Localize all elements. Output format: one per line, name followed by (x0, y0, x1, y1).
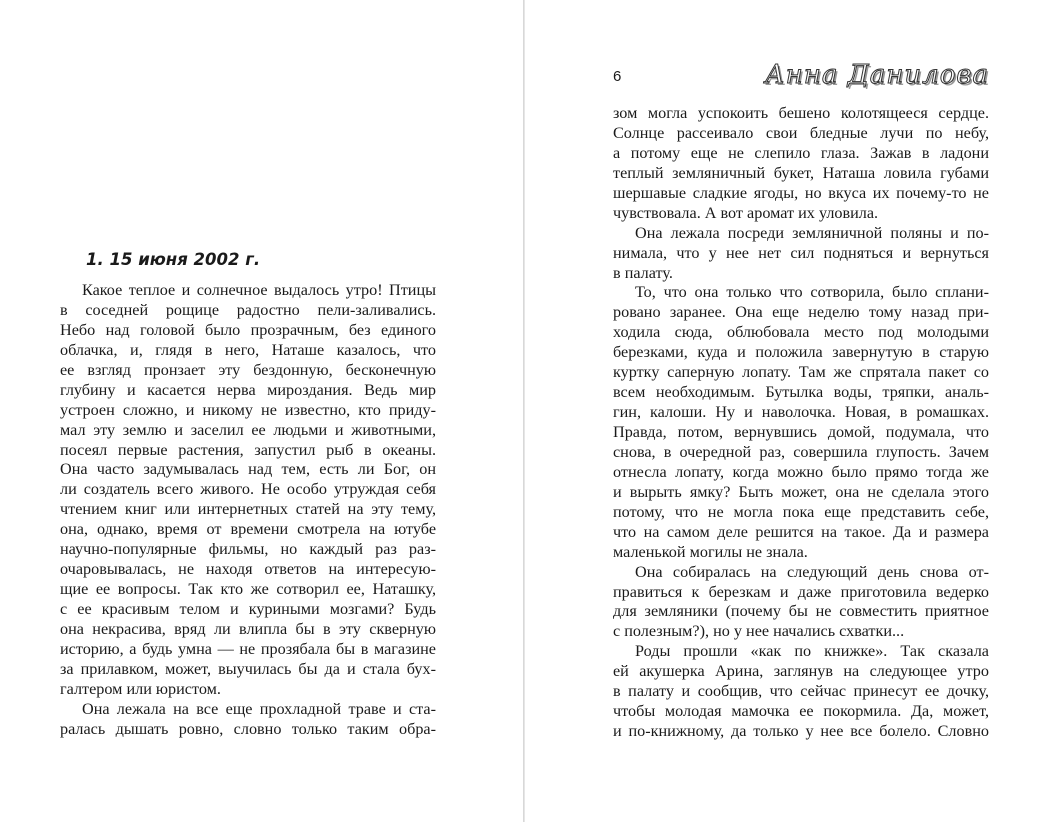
right-page-body (613, 104, 989, 742)
text-line: облачка, и, глядя в него, Наташе казалось, что (60, 340, 436, 359)
paragraph (613, 104, 989, 224)
text-line: с полезным?), но у нее начались схватки... (613, 622, 905, 641)
text-line: посеял первые растения, запустил рыб в океаны. (60, 440, 436, 459)
text-line: куртку саперную лопату. Там же спрятала пакет со (613, 363, 989, 382)
text-line: в палату. (613, 263, 673, 282)
text-line: ей акушерка Арина, заглянув на следующее утро (613, 662, 989, 681)
text-line: правиться к березкам и даже приготовила ведерко (613, 582, 989, 601)
text-line: историю, а будь умна — не прозябала бы в магазине (60, 639, 436, 658)
text-line: глубину и касается нерва мироздания. Ведь мир (60, 380, 436, 399)
text-line: научно-популярные фильмы, но каждый раз раз- (60, 540, 436, 559)
text-line: галтером или юристом. (60, 679, 221, 698)
text-line: в соседней рощице радостно пели-заливались. (60, 300, 436, 319)
text-line: Она собиралась на следующий день снова от- (635, 562, 989, 581)
text-line: она, однако, время от времени смотрела на ютубе (60, 520, 436, 539)
text-line: Небо над головой было прозрачным, без единого (60, 320, 436, 339)
text-line: отнесла лопату, когда можно было прямо тогда же (613, 462, 989, 481)
right-page (524, 0, 1048, 822)
text-line: ли создатель всего живого. Не особо утруждая себя (60, 480, 436, 499)
text-line: Правда, потом, вернувшись домой, подумала, что (613, 423, 989, 441)
text-line: Она часто задумывалась над тем, есть ли Бог, он (60, 460, 436, 479)
text-line: березками, куда и положила завернутую в старую (613, 343, 989, 362)
text-line: Роды прошли «как по книжке». Так сказала (635, 642, 989, 661)
paragraph (613, 642, 989, 742)
text-line: чувствовала. А вот аромат их уловила. (613, 203, 879, 222)
left-page-body (60, 281, 436, 740)
text-line: теплый земляничный букет, Наташа ловила губами (613, 163, 989, 182)
text-line: гин, калоши. Ну и наволочка. Новая, в ромашках. (613, 403, 989, 422)
text-line: чтением книг или интернетных статей на эту тему, (60, 500, 436, 519)
paragraph (613, 563, 989, 643)
page-number: 6 (613, 68, 622, 85)
text-line: снова, в очередной раз, совершила глупость. Зачем (613, 442, 989, 461)
text-line: и вырыть ямку? Быть может, она не сделала этого (613, 482, 989, 501)
text-line: шершавые сладкие ягоды, но вкуса их почему-то не (613, 183, 989, 202)
text-line: нимала, что у нее нет сил подняться и вернуться (613, 243, 989, 262)
text-line: Она лежала посреди земляничной поляны и по- (635, 223, 989, 242)
text-line: ее взгляд пронзает эту бездонную, бесконечную (60, 360, 436, 379)
paragraph (613, 283, 989, 562)
text-line: очаровывалась, не находя ответов на интересую- (60, 560, 436, 579)
text-line: для земляники (почему бы не совместить приятное (613, 602, 989, 621)
text-line: и по-книжному, да только у нее все болело. Словно (613, 722, 989, 741)
text-line: Она лежала на все еще прохладной траве и ста- (82, 699, 436, 718)
text-line: Солнце рассеивало свои бледные лучи по небу, (613, 123, 989, 142)
text-line: маленькой могилы не знала. (613, 542, 808, 561)
text-line: То, что она только что сотворила, было сплани- (635, 283, 989, 302)
text-line: зом могла успокоить бешено колотящееся сердце. (613, 104, 989, 122)
text-line: с ее красивым телом и куриными мозгами? Будь (60, 600, 436, 618)
paragraph (60, 281, 436, 700)
text-line: Какое теплое и солнечное выдалось утро! Птицы (82, 281, 436, 299)
chapter-title: 1. 15 июня 2002 г. (86, 250, 261, 269)
text-line: всем необходимым. Бутылка воды, тряпки, аналь- (613, 383, 989, 402)
text-line: мал эту землю и заселил ее людьми и животными, (60, 420, 436, 439)
text-line: устроен сложно, и никому не известно, кто приду- (60, 400, 436, 419)
text-line: в палату и сообщив, что сейчас принесут ее дочку, (613, 682, 989, 701)
text-line: а потому еще не слепило глаза. Зажав в ладони (613, 143, 989, 162)
text-line: что на самом деле решится на такое. Да и размера (613, 522, 989, 541)
text-line: за прилавком, может, выучилась бы да и стала бух- (60, 659, 436, 678)
text-line: ходила сюда, облюбовала место под молодыми (613, 323, 989, 342)
paragraph (613, 224, 989, 284)
text-line: чтобы молодая мамочка ее покормила. Да, может, (613, 702, 989, 721)
text-line: ровано заранее. Она еще неделю тому назад при- (613, 303, 989, 322)
text-line: потому, что не могла пока еще представить себе, (613, 502, 989, 521)
author-name-header: Анна Данилова (764, 60, 989, 90)
text-line: щие ее вопросы. Так кто же сотворил ее, Наташку, (60, 580, 436, 599)
paragraph (60, 700, 436, 740)
text-line: ралась дышать ровно, словно только таким обра- (60, 719, 436, 738)
text-line: она некрасива, вряд ли влипла бы в эту скверную (60, 619, 436, 638)
